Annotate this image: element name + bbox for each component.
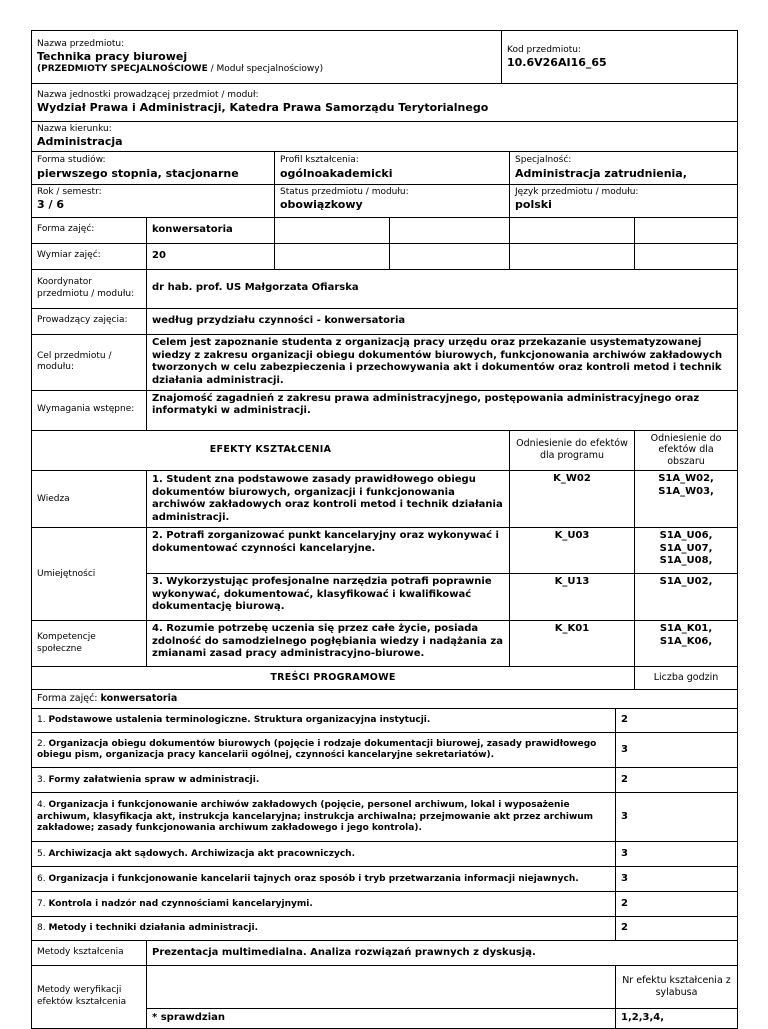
study-form-cell [32, 152, 275, 184]
content-item-hours: 3 [616, 793, 738, 842]
content-item-num: 7. [37, 898, 49, 909]
specialty-label: Specjalność: [515, 155, 572, 166]
unit-value: Wydział Prawa i Administracji, Katedra Prawa Samorządu Terytorialnego [37, 101, 489, 115]
teaching-methods-value: Prezentacja multimedialna. Analiza rozwiązań prawnych z dyskusją. [147, 941, 738, 965]
content-item [32, 733, 616, 768]
content-item-num: 6. [37, 873, 49, 884]
content-items-table [31, 690, 738, 942]
content-item-hours: 2 [616, 892, 738, 917]
content-item-text: Organizacja i funkcjonowanie kancelarii tajnych oraz sposób i tryb przetwarzania informacji niejawnych. [48, 873, 579, 884]
content-item-text: Organizacja i funkcjonowanie archiwów zakładowych (pojęcie, personel archiwum, lokal i wyposażenie archiwum, klasyfikacja akt, instrukcja kancelaryjna; instrukcja archiwalna; przejmowanie akt przez archiwum zakładowe; zasady funkcjonowania archiwum zakładowego i jego kontrola). [37, 800, 594, 833]
area-ref: S1A_U08, [659, 555, 713, 567]
content-item-text: Formy załatwienia spraw w administracji. [48, 774, 260, 785]
hours-value: 20 [147, 243, 275, 269]
class-form-value: konwersatoria [147, 217, 275, 243]
empty-cell [510, 217, 635, 243]
content-item-hours: 2 [616, 768, 738, 793]
verification-ref-header: Nr efektu kształcenia z sylabusa [616, 965, 738, 1008]
table-row [32, 709, 738, 733]
content-title: TREŚCI PROGRAMOWE [32, 667, 635, 689]
field-label: Nazwa kierunku: [37, 124, 112, 134]
goal-label: Cel przedmiotu / modułu: [32, 334, 147, 390]
area-ref: S1A_U02, [659, 576, 713, 588]
content-item-hours: 2 [616, 917, 738, 941]
table-row [32, 768, 738, 793]
content-item [32, 768, 616, 793]
effects-col-program: Odniesienie do efektów dla programu [510, 431, 635, 471]
area-ref: S1A_W03, [658, 485, 714, 497]
subject-cell [32, 31, 502, 84]
language-cell [510, 184, 738, 217]
coordinator-value: dr hab. prof. US Małgorzata Ofiarska [147, 269, 738, 308]
content-item-num: 2. [37, 738, 49, 749]
content-item-num: 3. [37, 774, 49, 785]
year-cell [32, 184, 275, 217]
code-value: 10.6V26AI16_65 [507, 55, 607, 69]
effects-col-area: Odniesienie do efektów dla obszaru [635, 431, 738, 471]
language-value: polski [515, 197, 552, 211]
content-item-hours: 3 [616, 867, 738, 892]
content-item [32, 917, 616, 941]
content-table [31, 667, 738, 690]
empty-cell [635, 217, 738, 243]
verification-label: Metody weryfikacji efektów kształcenia [32, 965, 147, 1028]
class-form-label: Forma zajęć: [32, 217, 147, 243]
content-item [32, 709, 616, 733]
effects-title: EFEKTY KSZTAŁCENIA [32, 431, 510, 471]
effect-program-ref: K_U03 [510, 528, 635, 574]
content-item [32, 842, 616, 867]
content-item-num: 4. [37, 800, 49, 811]
info-table [31, 152, 738, 431]
status-label: Status przedmiotu / modułu: [280, 186, 409, 197]
table-row [32, 528, 738, 574]
effect-program-ref: K_W02 [510, 471, 635, 528]
content-form-row [32, 690, 738, 709]
profile-value: ogólnoakademicki [280, 166, 393, 180]
year-value: 3 / 6 [37, 197, 64, 211]
content-item-hours: 3 [616, 842, 738, 867]
study-form-value: pierwszego stopnia, stacjonarne [37, 166, 239, 180]
table-row [32, 793, 738, 842]
requirements-label: Wymagania wstępne: [32, 390, 147, 430]
area-ref: S1A_K06, [659, 635, 713, 647]
effect-area-refs [635, 528, 738, 574]
header-table [31, 30, 738, 152]
content-item-num: 5. [37, 848, 49, 859]
table-row [32, 621, 738, 667]
verification-item: * sprawdzian [147, 1008, 616, 1028]
subject-name: Technika pracy biurowej [37, 50, 188, 64]
effects-table [31, 431, 738, 668]
specialty-cell [510, 152, 738, 184]
empty-cell [147, 965, 616, 1008]
effect-program-ref: K_U13 [510, 574, 635, 621]
field-cell [32, 122, 738, 152]
table-row [32, 892, 738, 917]
table-row [32, 867, 738, 892]
empty-cell [390, 217, 510, 243]
content-item-text: Kontrola i nadzór nad czynnościami kancelaryjnymi. [48, 898, 313, 909]
content-item [32, 867, 616, 892]
language-label: Język przedmiotu / modułu: [515, 186, 639, 197]
syllabus-document [31, 30, 737, 1029]
empty-cell [275, 243, 390, 269]
requirements-value: Znajomość zagadnień z zakresu prawa administracyjnego, postępowania administracyjnego oraz informatyki w administracji. [147, 390, 738, 430]
empty-cell [390, 243, 510, 269]
effect-text: 1. Student zna podstawowe zasady prawidłowego obiegu dokumentów biurowych, organizacji i funkcjonowania archiwów zakładowych oraz kontroli metod i technik działania administracji. [147, 471, 510, 528]
field-value: Administracja [37, 135, 123, 149]
methods-table [31, 941, 738, 1029]
area-ref: S1A_U07, [659, 542, 713, 554]
empty-cell [275, 217, 390, 243]
empty-cell [635, 243, 738, 269]
content-item-text: Podstawowe ustalenia terminologiczne. Struktura organizacyjna instytucji. [48, 715, 431, 725]
area-ref: S1A_W02, [658, 473, 714, 485]
content-item-num: 1. [37, 715, 49, 725]
content-form-prefix: Forma zajęć: [37, 692, 101, 704]
effect-area-refs [635, 621, 738, 667]
area-ref: S1A_U06, [659, 530, 713, 542]
content-item-hours: 2 [616, 709, 738, 733]
unit-cell [32, 84, 738, 122]
specialty-value: Administracja zatrudnienia, [515, 166, 687, 180]
coordinator-label: Koordynator przedmiotu / modułu: [32, 269, 147, 308]
content-item-text: Organizacja obiegu dokumentów biurowych (pojęcie i rodzaje dokumentacji biurowej, zasady prawidłowego obiegu pism, organizacja pracy kancelarii ogólnej, czynności kancelaryjne sekretariatów). [37, 738, 597, 761]
content-item-num: 8. [37, 923, 49, 933]
lecturer-label: Prowadzący zajęcia: [32, 308, 147, 334]
empty-cell [510, 243, 635, 269]
table-row [32, 842, 738, 867]
subject-label: Nazwa przedmiotu: [37, 38, 125, 49]
year-label: Rok / semestr: [37, 186, 102, 197]
content-form-value: konwersatoria [100, 692, 178, 704]
study-form-label: Forma studiów: [37, 155, 106, 166]
subject-group-name: (PRZEDMIOTY SPECJALNOŚCIOWE [37, 63, 208, 74]
verification-refs: 1,2,3,4, [616, 1008, 738, 1028]
unit-label: Nazwa jednostki prowadzącej przedmiot / moduł: [37, 90, 259, 100]
effect-category: Umiejętności [32, 528, 147, 621]
status-cell [275, 184, 510, 217]
subject-group [37, 64, 496, 75]
hours-label: Wymiar zajęć: [32, 243, 147, 269]
profile-label: Profil kształcenia: [280, 155, 359, 166]
content-item [32, 892, 616, 917]
area-ref: S1A_K01, [659, 623, 713, 635]
table-row [32, 917, 738, 941]
content-item-hours: 3 [616, 733, 738, 768]
content-hours-header: Liczba godzin [635, 667, 738, 689]
lecturer-value: według przydziału czynności - konwersatoria [147, 308, 738, 334]
effect-area-refs [635, 574, 738, 621]
code-label: Kod przedmiotu: [507, 44, 581, 55]
goal-value: Celem jest zapoznanie studenta z organizacją pracy urzędu oraz przekazanie usystematyzowanej wiedzy z zakresu organizacji obiegu dokumentów biurowych, funkcjonowania archiwów zakładowych tworzonych w celu zabezpieczenia i przechowywania akt i dokumentów oraz kontroli metod i technik działania administracji. [147, 334, 738, 390]
status-value: obowiązkowy [280, 197, 363, 211]
content-item [32, 793, 616, 842]
content-item-text: Metody i techniki działania administracji. [48, 923, 259, 933]
effect-text: 2. Potrafi zorganizować punkt kancelaryjny oraz wykonywać i dokumentować czynności kancelaryjne. [147, 528, 510, 574]
subject-group-suffix: / Moduł specjalnościowy) [207, 63, 324, 74]
code-cell [502, 31, 738, 84]
effect-category: Kompetencje społeczne [32, 621, 147, 667]
effect-text: 4. Rozumie potrzebę uczenia się przez całe życie, posiada zdolność do samodzielnego pogłębiania wiedzy i nadążania za zmianami zasad pracy administracyjno-biurowe. [147, 621, 510, 667]
table-row [32, 733, 738, 768]
teaching-methods-label: Metody kształcenia [32, 941, 147, 965]
effect-area-refs [635, 471, 738, 528]
profile-cell [275, 152, 510, 184]
effect-text: 3. Wykorzystując profesjonalne narzędzia potrafi poprawnie wykonywać, dokumentować, klasyfikować i kwalifikować dokumentację biurową. [147, 574, 510, 621]
table-row [32, 471, 738, 528]
content-item-text: Archiwizacja akt sądowych. Archiwizacja akt pracowniczych. [48, 848, 355, 859]
effect-program-ref: K_K01 [510, 621, 635, 667]
effect-category: Wiedza [32, 471, 147, 528]
